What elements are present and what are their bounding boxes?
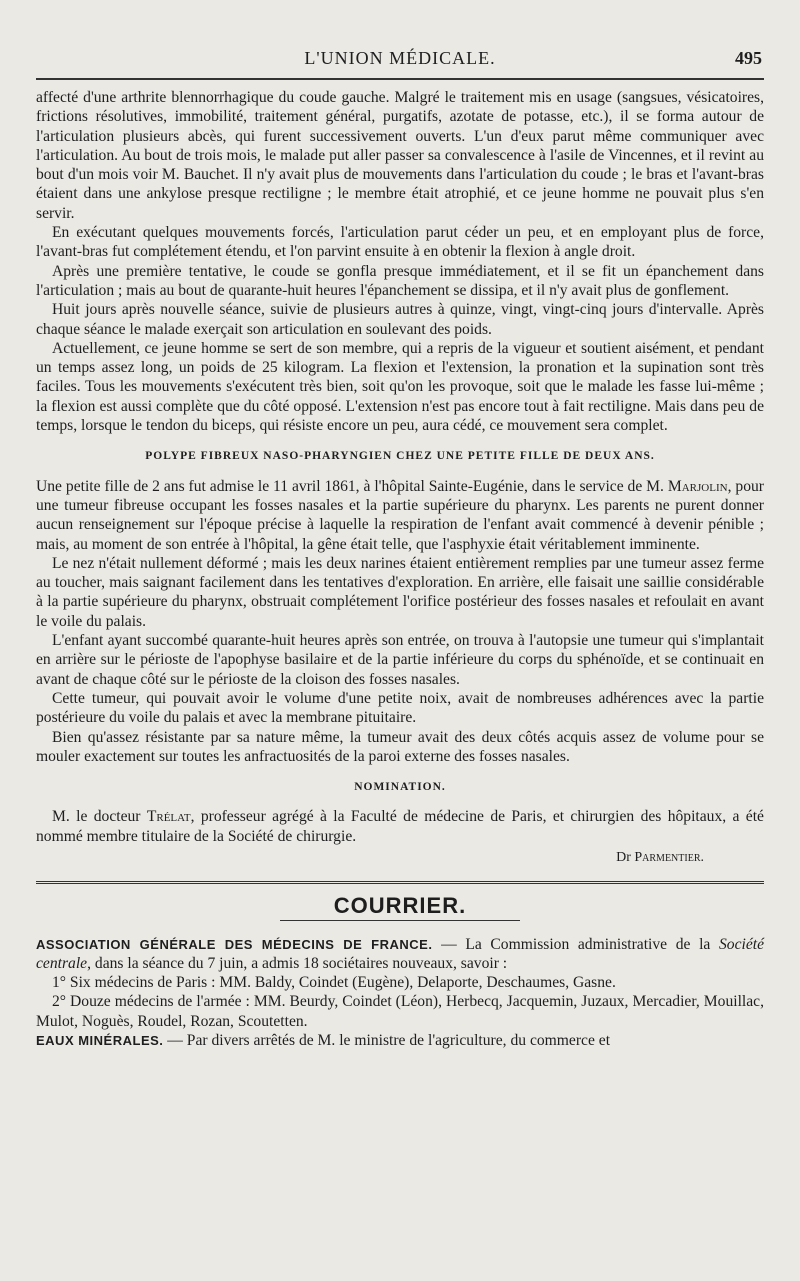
association-text-after: , dans la séance du 7 juin, a admis 18 sociétaires nouveaux, savoir : xyxy=(87,954,508,972)
signature-name: Parmentier. xyxy=(634,849,704,865)
page-number: 495 xyxy=(735,48,762,68)
section-divider xyxy=(36,881,764,884)
association-item-1: 1° Six médecins de Paris : MM. Baldy, Coindet (Eugène), Delaporte, Deschaumes, Gasne. xyxy=(52,974,616,992)
header-rule xyxy=(36,78,764,80)
nomination-text-after: , professeur agrégé à la Faculté de médecine de Paris, et chirurgien des hôpitaux, a été nommé membre titulaire de la Société de chirurgie. xyxy=(36,808,764,845)
case2-paragraph: L'enfant ayant succombé quarante-huit heures après son entrée, on trouva à l'autopsie une tumeur qui s'implantait en arrière sur le périoste de l'apophyse basilaire et de la partie inférieure du corps du sphénoïde, et se continuait en avant de chaque côté sur le périoste de la cloison des fosses nasales. xyxy=(36,632,764,688)
case2-section-title: POLYPE FIBREUX NASO-PHARYNGIEN CHEZ UNE PETITE FILLE DE DEUX ANS. xyxy=(145,450,655,463)
page-header xyxy=(36,46,764,76)
association-lead: ASSOCIATION GÉNÉRALE DES MÉDECINS DE FRANCE. xyxy=(36,936,433,952)
eaux-text: — Par divers arrêtés de M. le ministre de l'agriculture, du commerce et xyxy=(163,1032,611,1050)
eaux-paragraph xyxy=(36,1031,764,1050)
courrier-rule xyxy=(280,920,520,921)
case1-paragraph: affecté d'une arthrite blennorrhagique du coude gauche. Malgré le traitement mis en usage (sangsues, vésicatoires, frictions résolutives, immobilité, traitement général, purgatifs, azotate de potasse, etc.), il se forma autour de l'articulation plusieurs abcès, qui furent successivement ouverts. L'un d'eux parut même communiquer avec l'articulation. Au bout de trois mois, le malade put aller passer sa convalescence à l'asile de Vincennes, et il revint au bout d'un mois voir M. Bauchet. Il n'y avait plus de mouvements dans l'articulation du coude ; le bras et l'avant-bras étaient dans une ankylose presque rectiligne ; le membre était atrophié, et ce jeune homme ne pouvait plus s'en servir. xyxy=(36,89,764,222)
association-society: Société centrale xyxy=(36,935,764,972)
case1-paragraph: Huit jours après nouvelle séance, suivie de plusieurs autres à quinze, vingt, vingt-cinq jours d'intervalle. Après chaque séance le malade exerçait son articulation en soulevant des poids. xyxy=(36,301,764,338)
article-body xyxy=(36,88,764,1050)
nomination-name: Trélat xyxy=(146,808,191,826)
case1-paragraph: Après une première tentative, le coude se gonfla presque immédiatement, et il se fit un épanchement dans l'articulation ; mais au bout de quarante-huit heures l'épanchement se dissipa, et il n'y avait plus de gonflement. xyxy=(36,262,764,299)
case1-paragraph: Actuellement, ce jeune homme se sert de son membre, qui a repris de la vigueur et soutient aisément, et pendant un temps assez long, un poids de 25 kilogram. La flexion et l'extension, la pronation et la supination sont très faciles. Tous les mouvements s'exécutent très bien, soit qu'on les provoque, soit que le malade les fasse lui-même ; la flexion est aussi complète que du côté opposé. L'extension n'est pas encore tout à fait rectiligne. Mais dans peu de temps, lorsque le tendon du biceps, qui résiste encore un peu, aura cédé, ce mouvement sera complet. xyxy=(36,339,764,435)
signature xyxy=(36,848,764,867)
signature-prefix: Dr xyxy=(616,849,631,865)
case2-paragraph: Cette tumeur, qui pouvait avoir le volume d'une petite noix, avait de nombreuses adhérences avec la partie postérieure du voile du palais et avec la membrane pituitaire. xyxy=(36,689,764,727)
running-title: L'UNION MÉDICALE. xyxy=(304,48,496,68)
case2-intro-before: Une petite fille de 2 ans fut admise le 11 avril 1861, à l'hôpital Sainte-Eugénie, dans le service de M. xyxy=(36,477,668,495)
case2-intro-paragraph xyxy=(36,477,764,554)
case2-paragraph: Bien qu'assez résistante par sa nature même, la tumeur avait des deux côtés acquis assez de volume pour se mouler exactement sur toutes les anfractuosités de la paroi externe des fosses nasales. xyxy=(36,728,764,765)
association-item-2: 2° Douze médecins de l'armée : MM. Beurdy, Coindet (Léon), Herbecq, Jacquemin, Juzaux, Mercadier, Mouillac, Mulot, Noguès, Roudel, Rozan, Scoutetten. xyxy=(36,993,764,1030)
association-paragraph xyxy=(36,935,764,974)
eaux-lead: EAUX MINÉRALES. xyxy=(36,1033,164,1049)
nomination-title: NOMINATION. xyxy=(354,781,446,794)
case2-intro-name: Marjolin xyxy=(667,477,728,495)
courrier-title: COURRIER. xyxy=(333,893,467,919)
nomination-paragraph xyxy=(36,807,764,846)
association-text-before: — La Commission administrative de la xyxy=(432,935,719,953)
case2-intro-after: , pour une tumeur fibreuse occupant les fosses nasales et la partie supérieure du pharynx. Les parents ne purent donner aucun renseignement sur l'époque précise à laquelle la respiration de l'enfant avait commencé à devenir pénible ; mais, au moment de son entrée à l'hôpital, la gêne était telle, que l'asphyxie était véritablement imminente. xyxy=(36,477,764,553)
case2-paragraph: Le nez n'était nullement déformé ; mais les deux narines étaient entièrement remplies par une tumeur assez ferme au toucher, mais saignant facilement dans les tentatives d'exploration. En arrière, elle faisait une saillie considérable à la partie supérieure du pharynx, obstruait complétement l'orifice postérieur des fosses nasales et refoulait en avant le voile du palais. xyxy=(36,554,764,630)
nomination-text-before: M. le docteur xyxy=(52,808,147,826)
case1-paragraph: En exécutant quelques mouvements forcés, l'articulation parut céder un peu, et en employant plus de force, l'avant-bras fut complétement étendu, et l'on parvint ensuite à en obtenir la flexion à angle droit. xyxy=(36,224,764,261)
